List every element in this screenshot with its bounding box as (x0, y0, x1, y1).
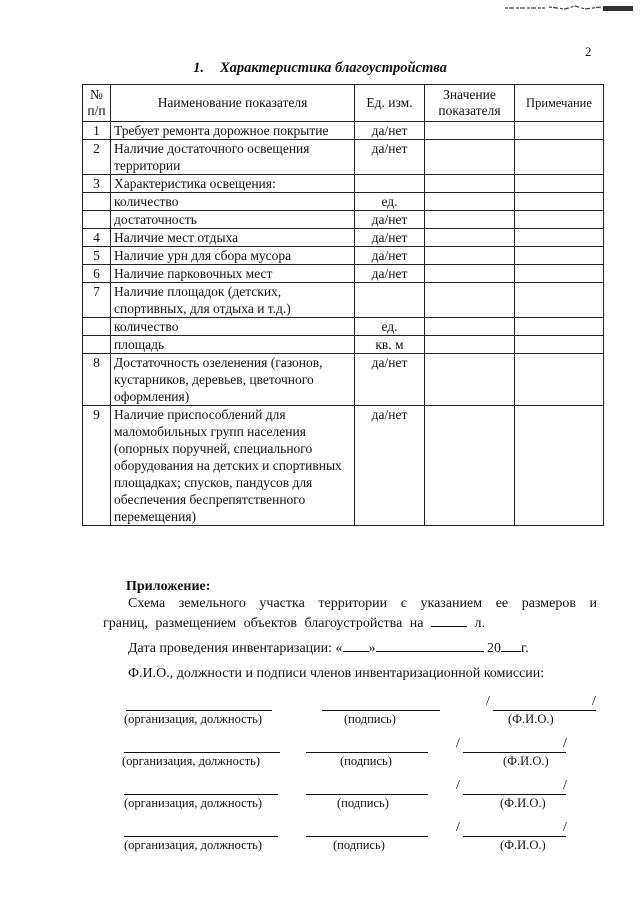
row-num: 8 (83, 354, 111, 406)
row-num: 9 (83, 406, 111, 526)
row-note-cell (515, 265, 604, 283)
row-unit: ед. (355, 318, 425, 336)
row-value-cell (425, 193, 515, 211)
inventory-date (128, 638, 529, 657)
appendix-text (103, 594, 597, 633)
row-name: Наличие парковочных мест (111, 265, 355, 283)
fio-label: (Ф.И.О.) (500, 796, 546, 810)
row-unit: да/нет (355, 211, 425, 229)
row-value-cell (425, 140, 515, 175)
row-name: Наличие мест отдыха (111, 229, 355, 247)
fio-label: (Ф.И.О.) (508, 712, 554, 726)
signature-line-org (124, 836, 278, 837)
row-num: 2 (83, 140, 111, 175)
table-row (83, 336, 604, 354)
header-note: Примечание (515, 85, 604, 122)
row-name: количество (111, 193, 355, 211)
fio-bracket-slash: / (563, 778, 567, 793)
signature-line-sign (322, 710, 440, 711)
row-name: Наличие площадок (детских, спортивных, для отдыха и т.д.) (111, 283, 355, 318)
table-row (83, 175, 604, 193)
row-num: 3 (83, 175, 111, 193)
table-row (83, 211, 604, 229)
row-value-cell (425, 336, 515, 354)
row-name: Наличие приспособлений для маломобильных групп населения (опорных поручней, специального оборудования на детских и спортивных площадках; спусков, пандусов для обеспечения беспрепятственного перемещения) (111, 406, 355, 526)
row-name: Наличие урн для сбора мусора (111, 247, 355, 265)
row-num: 6 (83, 265, 111, 283)
row-note-cell (515, 406, 604, 526)
row-value-cell (425, 354, 515, 406)
signature-line-sign (306, 836, 428, 837)
row-unit: да/нет (355, 122, 425, 140)
signature-label: (подпись) (340, 754, 392, 768)
table-row (83, 122, 604, 140)
row-name: Характеристика освещения: (111, 175, 355, 193)
organization-label: (организация, должность) (122, 754, 261, 768)
row-value-cell (425, 247, 515, 265)
sheet-count-blank (431, 613, 467, 627)
signature-label: (подпись) (337, 796, 389, 810)
table-row (83, 283, 604, 318)
row-note-cell (515, 336, 604, 354)
row-name: площадь (111, 336, 355, 354)
row-value-cell (425, 265, 515, 283)
appendix-text-suffix: л. (474, 616, 485, 631)
date-middle: » (368, 641, 376, 656)
row-note-cell (515, 193, 604, 211)
header-num: № п/п (83, 85, 111, 122)
header-unit: Ед. изм. (355, 85, 425, 122)
organization-label: (организация, должность) (124, 796, 263, 810)
row-value-cell (425, 283, 515, 318)
signature-label: (подпись) (344, 712, 396, 726)
characteristics-table (82, 84, 604, 526)
row-unit: да/нет (355, 140, 425, 175)
signature-line-fio (493, 710, 596, 711)
row-unit: ед. (355, 193, 425, 211)
day-blank (343, 638, 369, 652)
organization-label: (организация, должность) (124, 712, 263, 726)
row-name: Достаточность озеленения (газонов, кустарников, деревьев, цветочного оформления) (111, 354, 355, 406)
table-row (83, 140, 604, 175)
row-num: 4 (83, 229, 111, 247)
signature-line-org (124, 752, 280, 753)
table-row (83, 318, 604, 336)
row-name: Требует ремонта дорожное покрытие (111, 122, 355, 140)
row-name: Наличие достаточного освещения территории (111, 140, 355, 175)
fio-bracket-slash: / (456, 820, 460, 835)
row-num: 1 (83, 122, 111, 140)
row-note-cell (515, 175, 604, 193)
row-value-cell (425, 175, 515, 193)
row-note-cell (515, 229, 604, 247)
row-num (83, 193, 111, 211)
table-row (83, 265, 604, 283)
table-row (83, 193, 604, 211)
header-name: Наименование показателя (111, 85, 355, 122)
row-note-cell (515, 211, 604, 229)
row-num: 5 (83, 247, 111, 265)
row-num: 7 (83, 283, 111, 318)
row-name: количество (111, 318, 355, 336)
header-value: Значение показателя (425, 85, 515, 122)
row-unit: да/нет (355, 247, 425, 265)
row-name: достаточность (111, 211, 355, 229)
year-prefix: 20 (487, 641, 502, 656)
row-value-cell (425, 318, 515, 336)
commission-text: Ф.И.О., должности и подписи членов инвентаризационной комиссии: (128, 666, 545, 681)
section-number: 1. (193, 60, 204, 76)
fio-label: (Ф.И.О.) (503, 754, 549, 768)
row-note-cell (515, 283, 604, 318)
table-row (83, 354, 604, 406)
appendix-title: Приложение: (126, 579, 211, 594)
table-row (83, 406, 604, 526)
row-unit (355, 175, 425, 193)
section-title-text: Характеристика благоустройства (219, 60, 447, 76)
fio-bracket-slash: / (456, 778, 460, 793)
row-note-cell (515, 140, 604, 175)
signature-label: (подпись) (333, 838, 385, 852)
signature-line-fio (463, 752, 566, 753)
date-suffix: г. (521, 641, 529, 656)
row-unit: да/нет (355, 265, 425, 283)
row-note-cell (515, 354, 604, 406)
signature-line-fio (463, 836, 566, 837)
signature-line-org (124, 794, 278, 795)
signature-line-sign (306, 752, 428, 753)
signature-line-fio (463, 794, 566, 795)
row-unit (355, 283, 425, 318)
table-row (83, 229, 604, 247)
row-unit: да/нет (355, 406, 425, 526)
fio-bracket-slash: / (563, 820, 567, 835)
row-unit: да/нет (355, 354, 425, 406)
table-row (83, 247, 604, 265)
signature-line-org (126, 710, 272, 711)
scan-artifact (505, 3, 633, 12)
row-value-cell (425, 122, 515, 140)
row-note-cell (515, 318, 604, 336)
year-blank (501, 638, 521, 652)
table-header-row (83, 85, 604, 122)
month-blank (376, 638, 484, 652)
row-value-cell (425, 211, 515, 229)
page-number: 2 (585, 44, 592, 59)
fio-bracket-slash: / (456, 736, 460, 751)
row-value-cell (425, 229, 515, 247)
appendix-text-main: Схема земельного участка территории с указанием ее размеров и границ, размещением объектов благоустройства на (103, 596, 597, 631)
section-title (0, 60, 640, 77)
fio-label: (Ф.И.О.) (500, 838, 546, 852)
row-num (83, 318, 111, 336)
row-num (83, 211, 111, 229)
signature-line-sign (306, 794, 428, 795)
fio-bracket-slash: / (592, 694, 596, 709)
fio-bracket-slash: / (486, 694, 490, 709)
row-unit: кв. м (355, 336, 425, 354)
fio-bracket-slash: / (563, 736, 567, 751)
row-unit: да/нет (355, 229, 425, 247)
row-note-cell (515, 247, 604, 265)
date-prefix: Дата проведения инвентаризации: « (128, 641, 343, 656)
row-num (83, 336, 111, 354)
organization-label: (организация, должность) (124, 838, 263, 852)
row-value-cell (425, 406, 515, 526)
row-note-cell (515, 122, 604, 140)
